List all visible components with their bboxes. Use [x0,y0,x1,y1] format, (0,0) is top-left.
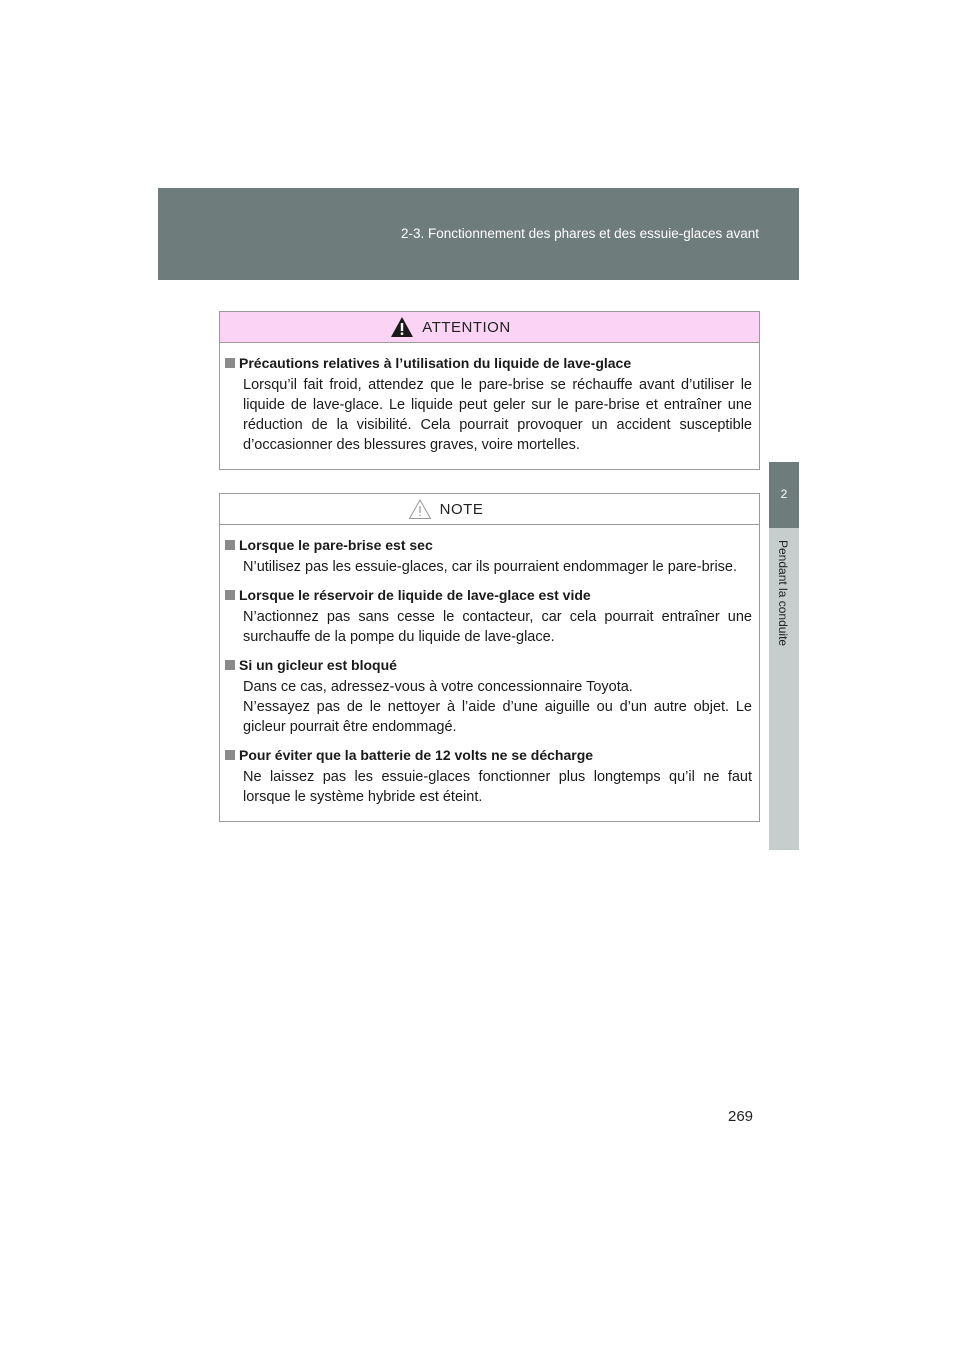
note-item-title: Si un gicleur est bloqué [225,657,752,673]
attention-box [219,311,760,470]
note-item-title: Lorsque le réservoir de liquide de lave-glace est vide [225,587,752,603]
note-header [220,494,759,525]
square-bullet-icon [225,660,235,670]
page-number: 269 [728,1108,754,1125]
attention-header [220,312,759,343]
caution-outline-icon [408,498,432,520]
square-bullet-icon [225,540,235,550]
attention-item-text: Lorsqu’il fait froid, attendez que le pare-brise se réchauffe avant d’utiliser le liquide de lave-glace. Le liquide peut geler sur le pare-brise et entraîner une réduction de la visibilité. Cela pourrait provoquer un accident susceptible d’occasionner des blessures graves, voire mortelles. [243,377,752,453]
square-bullet-icon [225,358,235,368]
chapter-number: 2 [780,487,788,501]
note-item-text: Dans ce cas, adressez-vous à votre concessionnaire Toyota. N’essayez pas de le nettoyer à l’aide d’une aiguille ou d’un autre objet. Le gicleur pourrait être endommagé. [243,679,752,735]
note-item-title: Pour éviter que la batterie de 12 volts ne se décharge [225,747,752,763]
warning-icon [390,316,414,338]
square-bullet-icon [225,750,235,760]
note-item-text: Ne laissez pas les essuie-glaces fonctionner plus longtemps qu’il ne faut lorsque le système hybride est éteint. [243,769,752,805]
header-band [158,188,799,280]
note-box [219,493,760,822]
attention-item-title: Précautions relatives à l’utilisation du liquide de lave-glace [225,355,752,371]
note-item-title: Lorsque le pare-brise est sec [225,537,752,553]
chapter-tab [769,462,799,528]
square-bullet-icon [225,590,235,600]
section-title: 2-3. Fonctionnement des phares et des essuie-glaces avant [401,226,759,241]
note-item-text: N’utilisez pas les essuie-glaces, car ils pourraient endommager le pare-brise. [243,559,738,575]
chapter-label: Pendant la conduite [776,540,790,647]
attention-heading: ATTENTION [422,318,511,336]
note-heading: NOTE [439,500,484,518]
note-item-text: N’actionnez pas sans cesse le contacteur, car cela pourrait entraîner une surchauffe de la pompe du liquide de lave-glace. [243,609,752,645]
